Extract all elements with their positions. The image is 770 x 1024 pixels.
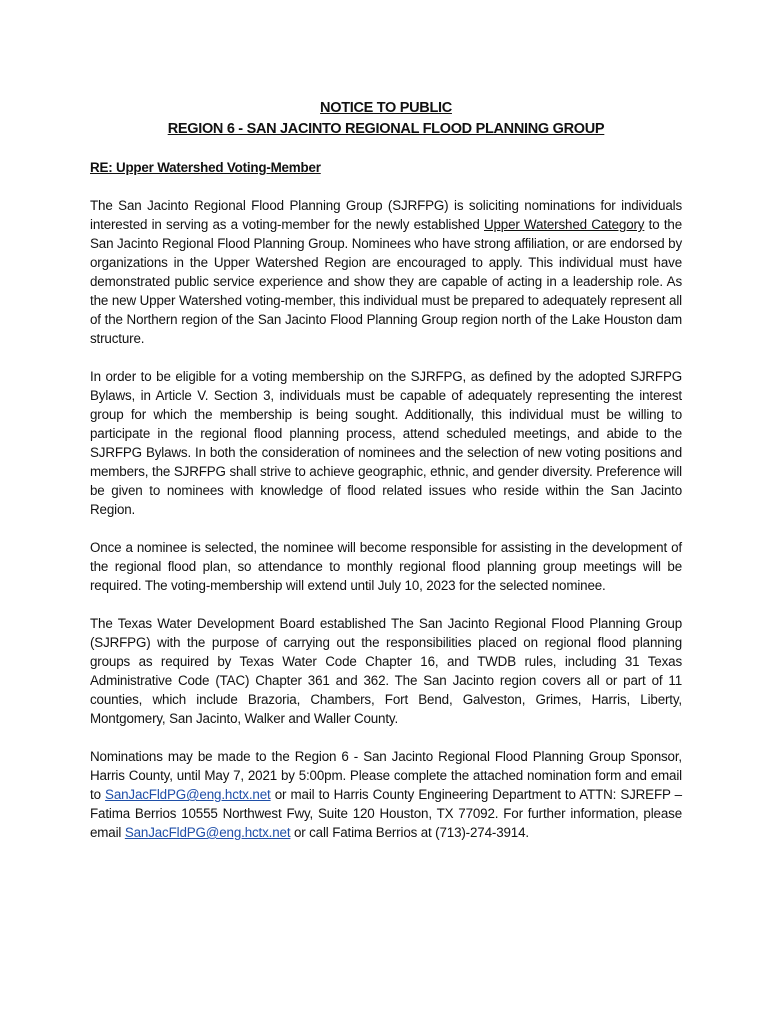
p5-text-2: or mail to Harris County Engineering Department to ATTN: SJREFP – Fatima Berrios 10555 Northwest Fwy, Suite 120 Houston, TX 77092. For further information, please email — [90, 787, 682, 840]
paragraph-eligibility: In order to be eligible for a voting membership on the SJRFPG, as defined by the adopted SJRFPG Bylaws, in Article V. Section 3, individuals must be capable of adequately representing the interest group for which the membership is being sought. Additionally, this individual must be willing to participate in the regional flood planning process, attend scheduled meetings, and abide to the SJRFPG Bylaws. In both the consideration of nominees and the selection of new voting positions and members, the SJRFPG shall strive to achieve geographic, ethnic, and gender diversity. Preference will be given to nominees with knowledge of flood related issues who reside within the San Jacinto Region. — [90, 369, 682, 517]
upper-watershed-category: Upper Watershed Category — [483, 217, 645, 232]
re-line: RE: Upper Watershed Voting-Member — [90, 160, 321, 175]
title-line-2: REGION 6 - SAN JACINTO REGIONAL FLOOD PLANNING GROUP — [167, 121, 605, 137]
p1-text-2: to the San Jacinto Regional Flood Planning Group. Nominees who have strong affiliation, or are endorsed by organizations in the Upper Watershed Region are encouraged to apply. This individual must have demonstrated public service experience and show they are capable of acting in a leadership role. As the new Upper Watershed voting-member, this individual must be prepared to adequately represent all of the Northern region of the San Jacinto Flood Planning Group region north of the Lake Houston dam structure. — [90, 217, 682, 346]
notice-title — [90, 98, 682, 140]
paragraph-background: The Texas Water Development Board established The San Jacinto Regional Flood Planning Group (SJRFPG) with the purpose of carrying out the responsibilities placed on regional flood planning groups as required by Texas Water Code Chapter 16, and TWDB rules, including 31 Texas Administrative Code (TAC) Chapter 361 and 362. The San Jacinto region covers all or part of 11 counties, which include Brazoria, Chambers, Fort Bend, Galveston, Grimes, Harris, Liberty, Montgomery, San Jacinto, Walker and Waller County. — [90, 616, 682, 726]
p1-text-1: The San Jacinto Regional Flood Planning Group (SJRFPG) is soliciting nominations for individuals interested in serving as a voting-member for the newly established — [90, 198, 682, 232]
p5-text-3: or call Fatima Berrios at (713)-274-3914. — [290, 825, 529, 840]
notice-document — [90, 98, 682, 842]
email-link-2[interactable]: SanJacFldPG@eng.hctx.net — [124, 825, 291, 840]
p5-text-1: Nominations may be made to the Region 6 - San Jacinto Regional Flood Planning Group Sponsor, Harris County, until May 7, 2021 by 5:00pm. Please complete the attached nomination form and email to — [90, 749, 682, 802]
paragraph-responsibility: Once a nominee is selected, the nominee will become responsible for assisting in the development of the regional flood plan, so attendance to monthly regional flood planning group meetings will be required. The voting-membership will extend until July 10, 2023 for the selected nominee. — [90, 540, 682, 593]
paragraph-nominations — [90, 747, 682, 842]
email-link-1[interactable]: SanJacFldPG@eng.hctx.net — [105, 787, 271, 802]
title-line-1: NOTICE TO PUBLIC — [320, 100, 452, 116]
paragraph-solicitation — [90, 196, 682, 348]
